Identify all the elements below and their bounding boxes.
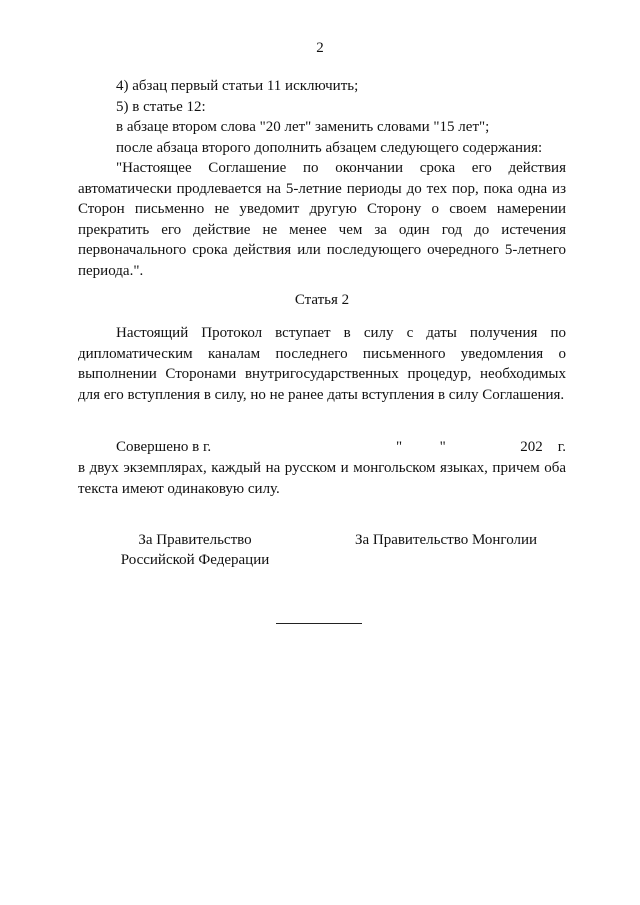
done-at-prefix: Совершено в г. (116, 439, 212, 455)
signature-russia-line1: За Правительство (138, 532, 252, 548)
done-at-line (78, 437, 566, 458)
signature-mongolia: За Правительство Монголии (354, 532, 538, 548)
signature-russia (100, 530, 290, 570)
amendment-item: после абзаца второго дополнить абзацем следующего содержания: (116, 139, 543, 156)
amendment-item: 5) в статье 12: (116, 98, 206, 115)
done-at-year: 202 г. (520, 439, 566, 455)
done-text: в двух экземплярах, каждый на русском и монгольском языках, причем оба текста имеют одинаковую силу. (78, 460, 566, 497)
done-at-quotes: " " (396, 439, 446, 455)
amendment-item: 4) абзац первый статьи 11 исключить; (116, 78, 359, 94)
article-2-heading: Статья 2 (294, 292, 350, 308)
signature-russia-line2: Российской Федерации (120, 552, 270, 568)
article-2-text: Настоящий Протокол вступает в силу с даты получения по дипломатическим каналам последнего письменного уведомления о выполнении Сторонами внутригосударственных процедур, необходимых для его вступления в силу, но не ранее даты вступления в силу Соглашения. (78, 325, 566, 403)
quoted-paragraph: "Настоящее Соглашение по окончании срока его действия автоматически продлевается на 5-летние периоды до тех пор, пока одна из Сторон письменно не уведомит другую Сторону о своем намерении прекратить его действие не менее чем за один год до истечения первоначального срока действия или последующего очередного 5-летнего периода.". (78, 160, 566, 279)
amendments-list (78, 76, 566, 281)
page-number: 2 (316, 40, 324, 56)
amendment-item: в абзаце втором слова "20 лет" заменить словами "15 лет"; (116, 119, 490, 135)
end-divider (276, 623, 362, 624)
